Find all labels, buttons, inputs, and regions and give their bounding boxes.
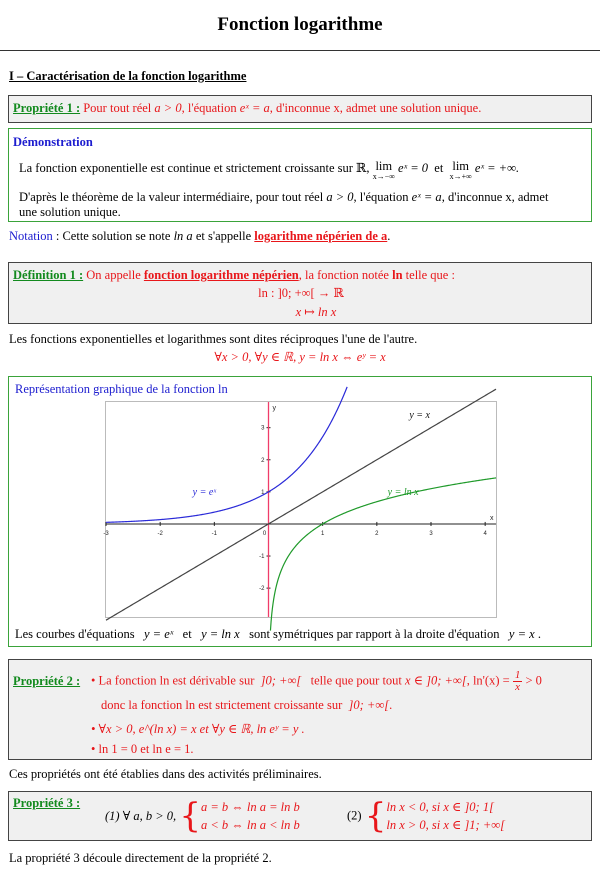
series-line-identity <box>106 389 496 620</box>
x-tick-label: -2 <box>157 530 163 537</box>
property-2-bullet-1b: donc la fonction ln est strictement croissante sur ]0; +∞[. <box>101 698 393 712</box>
property-2-label: Propriété 2 : <box>13 674 81 688</box>
property-3-part-2: (2) {ln x < 0, si x ∈ ]0; 1[ ln x > 0, si x ∈ ]1; +∞[ <box>347 796 506 836</box>
graph-heading: Représentation graphique de la fonction ln <box>15 382 228 396</box>
series-line-ln <box>270 478 496 631</box>
x-tick-label: -3 <box>103 530 109 537</box>
y-tick-label: -2 <box>259 586 265 593</box>
property-2-bullet-2: • ∀x > 0, e^(ln x) = x et ∀y ∈ ℝ, ln eʸ = y . <box>91 722 305 736</box>
y-tick-label: -1 <box>259 554 265 561</box>
reciprocal-formula: ∀x > 0, ∀y ∈ ℝ, y = ln x ⇔ eʸ = x <box>214 350 386 364</box>
x-axis-label: x <box>490 514 494 522</box>
demonstration-box <box>8 128 592 222</box>
demonstration-line-2: D'après le théorème de la valeur intermédiaire, pour tout réel a > 0, l'équation eˣ = a, d'inconnue x, admet <box>19 190 549 204</box>
property-3-box <box>8 791 592 841</box>
property-1-text: Propriété 1 : Pour tout réel a > 0, l'équation eˣ = a, d'inconnue x, admet une solution unique. <box>13 101 482 115</box>
property-3-part-1: (1) ∀ a, b > 0, {a = b ⇔ ln a = ln b a < b ⇔ ln a < ln b <box>105 796 300 836</box>
graph-box <box>8 376 592 647</box>
origin-label: 0 <box>262 530 267 537</box>
series-label-ln: y = ln x <box>387 487 419 499</box>
demonstration-heading: Démonstration <box>13 135 93 149</box>
x-tick-label: 2 <box>375 530 379 537</box>
series-label-exp: y = eˣ <box>192 487 217 499</box>
x-tick-label: 4 <box>483 530 487 537</box>
demonstration-line-1: La fonction exponentielle est continue et strictement croissante sur ℝ, lim x→−∞ eˣ = 0 et lim x→+∞ eˣ = +∞. <box>19 159 520 181</box>
established-text: Ces propriétés ont été établies dans des activités préliminaires. <box>9 767 322 781</box>
y-tick-label: 3 <box>261 425 265 432</box>
graph-caption: Les courbes d'équations y = eˣ et y = ln x sont symétriques par rapport à la droite d'équation y = x . <box>15 627 541 641</box>
demonstration-line-3: une solution unique. <box>19 205 121 219</box>
page-title: Fonction logarithme <box>0 0 600 51</box>
series-line-exp <box>106 387 347 522</box>
x-tick-label: 1 <box>320 530 325 537</box>
definition-mapping-1: ln : ]0; +∞[ → ℝ <box>258 286 344 300</box>
definition-1-text: Définition 1 : On appelle fonction logarithme népérien, la fonction notée ln telle que : <box>13 268 455 282</box>
y-tick-label: 2 <box>261 457 265 464</box>
definition-mapping-2: x ↦ ln x <box>295 305 337 319</box>
property-2-box <box>8 659 592 760</box>
series-label-identity: y = x <box>409 410 430 422</box>
section-heading: I – Caractérisation de la fonction logarithme <box>9 69 247 83</box>
x-tick-label: -1 <box>211 530 218 537</box>
definition-1-box <box>8 262 592 324</box>
x-tick-label: 3 <box>429 530 433 537</box>
y-tick-label: 1 <box>261 489 265 496</box>
property-3-label: Propriété 3 : <box>13 796 81 810</box>
y-axis-label: y <box>272 405 276 412</box>
final-text: La propriété 3 découle directement de la propriété 2. <box>9 851 272 865</box>
log-exp-chart <box>105 401 497 618</box>
property-2-bullet-3: • ln 1 = 0 et ln e = 1. <box>91 742 194 756</box>
reciprocal-text: Les fonctions exponentielles et logarithmes sont dites réciproques l'une de l'autre. <box>9 332 418 346</box>
property-1-box <box>8 95 592 123</box>
notation-line: Notation : Cette solution se note ln a et s'appelle logarithme népérien de a. <box>9 229 391 243</box>
property-2-bullet-1: • La fonction ln est dérivable sur ]0; +∞[ telle que pour tout x ∈ ]0; +∞[, ln'(x) = $\frac{1}{x}$ > 0 <box>91 669 542 693</box>
